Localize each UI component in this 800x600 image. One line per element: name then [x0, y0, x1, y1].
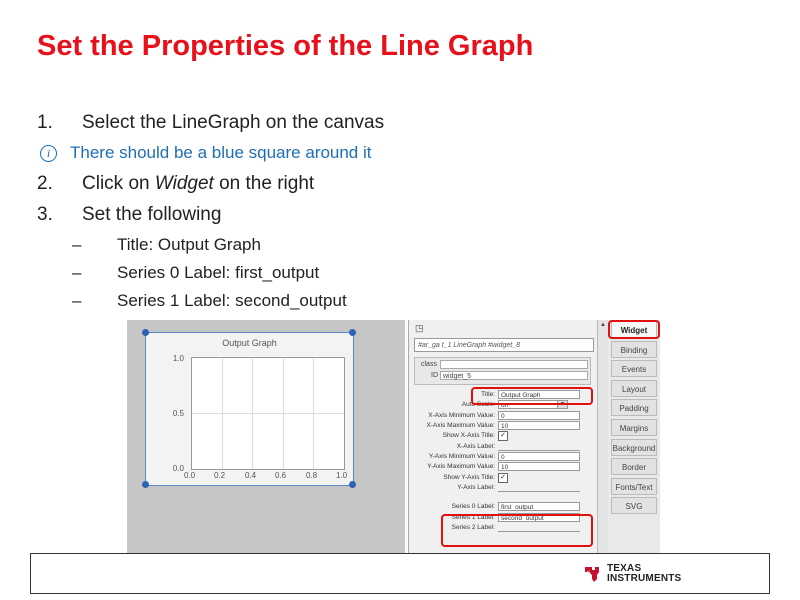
property-row — [409, 421, 594, 431]
brand-line-2: INSTRUMENTS — [607, 573, 682, 584]
x-tick-label: 0.2 — [214, 471, 226, 480]
scroll-up-icon[interactable]: ▲ — [600, 322, 606, 328]
x-tick-label: 0.8 — [306, 471, 318, 480]
step-text-post: on the right — [213, 173, 315, 194]
property-input[interactable] — [498, 483, 580, 492]
property-label: Series 1 Label: — [451, 514, 495, 521]
property-label: X-Axis Maximum Value: — [426, 422, 495, 429]
property-row — [409, 483, 594, 493]
class-input[interactable] — [440, 360, 588, 369]
property-row — [409, 431, 594, 441]
y-tick-label: 1.0 — [172, 354, 184, 363]
property-input[interactable] — [498, 502, 580, 511]
sub-item-text: Series 0 Label: first_output — [117, 263, 320, 282]
svg-text:ti: ti — [587, 571, 590, 577]
step-text: Set the following — [82, 204, 222, 225]
tab-padding[interactable]: Padding — [611, 399, 657, 416]
panel-corner-icon[interactable]: ◳ — [415, 323, 424, 333]
chevron-down-icon[interactable]: ▼ — [557, 401, 567, 408]
property-value: 0 — [501, 413, 505, 420]
x-tick-label: 0.0 — [184, 471, 196, 480]
tab-fonts-text[interactable]: Fonts/Text — [611, 478, 657, 495]
slide-title: Set the Properties of the Line Graph — [37, 30, 534, 62]
property-label: Y-Axis Maximum Value: — [427, 463, 495, 470]
grid-line — [192, 413, 344, 414]
property-label: Y-Axis Label: — [457, 484, 495, 491]
tab-svg[interactable]: SVG — [611, 497, 657, 514]
property-label: X-Axis Minimum Value: — [428, 412, 495, 419]
class-id-area — [414, 357, 591, 385]
tab-widget[interactable]: Widget — [611, 321, 657, 338]
property-label: Auto Scale: — [461, 401, 495, 408]
tab-margins[interactable]: Margins — [611, 419, 657, 436]
design-canvas[interactable] — [127, 320, 405, 555]
title-highlight — [471, 387, 593, 405]
property-row — [409, 462, 594, 472]
class-label: class — [421, 361, 437, 368]
tab-binding[interactable]: Binding — [611, 341, 657, 358]
property-label: Series 2 Label: — [451, 524, 495, 531]
tab-border[interactable]: Border — [611, 458, 657, 475]
property-label: Show X-Axis Title: — [442, 432, 495, 439]
property-value: second_output — [501, 515, 544, 522]
property-value: on — [501, 402, 509, 409]
dash: – — [72, 263, 82, 282]
property-label: Series 0 Label: — [451, 503, 495, 510]
tab-strip — [608, 320, 660, 555]
property-input[interactable] — [498, 452, 580, 461]
ti-brand-text — [607, 564, 681, 584]
dash: – — [72, 235, 82, 254]
step-text — [82, 173, 314, 195]
tab-layout[interactable]: Layout — [611, 380, 657, 397]
sub-item-text: Series 1 Label: second_output — [117, 291, 347, 310]
widget-path-field[interactable]: #ar_ga t_1 LineGraph #widget_8 — [414, 338, 594, 352]
property-label: Show Y-Axis Title: — [443, 474, 495, 481]
tab-events[interactable]: Events — [611, 360, 657, 377]
property-input[interactable] — [498, 442, 580, 451]
panel-scrollbar[interactable] — [597, 320, 608, 555]
series-labels-highlight — [441, 514, 593, 547]
property-value: Output Graph — [501, 392, 541, 399]
widget-tab-highlight — [608, 320, 660, 339]
step-number: 3. — [37, 204, 53, 225]
step-text-pre: Click on — [82, 173, 155, 194]
info-note — [40, 143, 371, 163]
property-input[interactable] — [498, 411, 580, 420]
property-row — [409, 452, 594, 462]
property-row — [409, 502, 594, 512]
property-label: Title: — [481, 391, 495, 398]
tab-background[interactable]: Background — [611, 439, 657, 456]
property-value: 10 — [501, 423, 509, 430]
resize-handle[interactable] — [142, 329, 149, 336]
x-tick-label: 1.0 — [336, 471, 348, 480]
id-input[interactable]: widget_5 — [440, 371, 588, 380]
y-tick-label: 0.0 — [172, 464, 184, 473]
resize-handle[interactable] — [142, 481, 149, 488]
id-label: ID — [431, 372, 438, 379]
property-label: X-Axis Label: — [456, 443, 495, 450]
ti-logo-icon — [583, 563, 603, 583]
property-value: first_output — [501, 504, 534, 511]
property-checkbox[interactable] — [498, 431, 508, 441]
x-tick-label: 0.6 — [275, 471, 287, 480]
step-text: Select the LineGraph on the canvas — [82, 112, 385, 133]
step-number: 2. — [37, 173, 53, 194]
step-text-emphasis: Widget — [154, 173, 214, 194]
property-row — [409, 411, 594, 421]
step-number: 1. — [37, 112, 53, 133]
property-value: ✓ — [500, 432, 506, 439]
x-tick-label: 0.4 — [245, 471, 257, 480]
info-text: There should be a blue square around it — [70, 143, 372, 162]
info-icon: i — [40, 145, 57, 162]
property-input[interactable] — [498, 421, 580, 430]
property-checkbox[interactable] — [498, 473, 508, 483]
graph-title: Output Graph — [222, 338, 277, 348]
property-value: 10 — [501, 464, 509, 471]
y-tick-label: 0.5 — [172, 409, 184, 418]
property-value: 0 — [501, 454, 505, 461]
property-value: ✓ — [500, 474, 506, 481]
resize-handle[interactable] — [349, 481, 356, 488]
sub-item-text: Title: Output Graph — [117, 235, 261, 254]
property-input[interactable] — [498, 462, 580, 471]
designer-screenshot — [127, 320, 660, 555]
line-graph-widget[interactable] — [145, 332, 354, 486]
brand-line-1: TEXAS — [607, 563, 642, 574]
plot-area — [191, 357, 345, 470]
property-row — [409, 473, 594, 483]
dash: – — [72, 291, 82, 310]
resize-handle[interactable] — [349, 329, 356, 336]
property-label: Y-Axis Minimum Value: — [428, 453, 495, 460]
property-row — [409, 442, 594, 452]
